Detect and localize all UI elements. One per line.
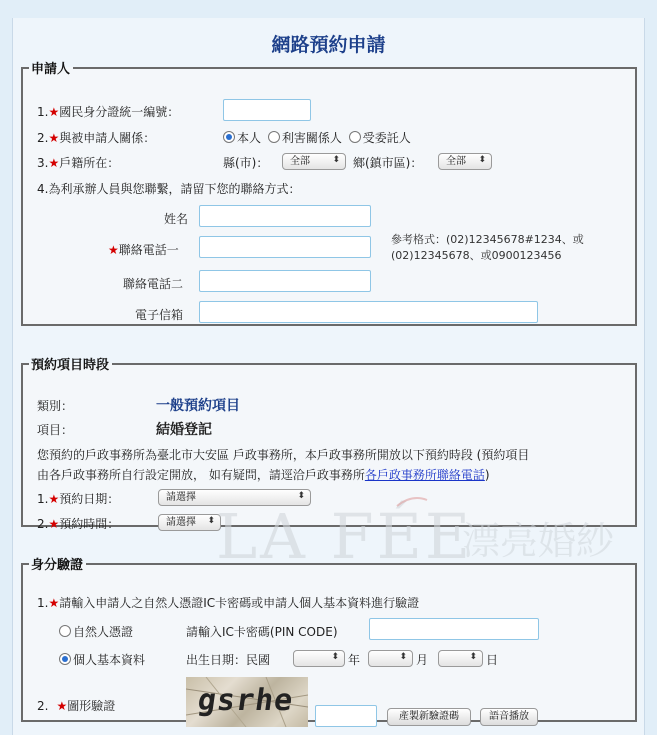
select-arrows-icon: ⬍ <box>478 155 486 165</box>
required-star-icon: ★ <box>48 517 60 531</box>
captcha-text: gsrhe <box>195 683 296 718</box>
item-label: 項目： <box>37 423 74 437</box>
birth-day-select[interactable] <box>438 650 483 667</box>
pin-input[interactable] <box>369 618 539 640</box>
phone1-label-row <box>108 241 179 258</box>
residence-label: 戶籍所在： <box>59 156 120 170</box>
required-star-icon: ★ <box>108 243 119 257</box>
relation-radio-delegate[interactable]: 受委託人 <box>349 131 411 145</box>
time-label-row: 2.★預約時間： <box>37 517 120 531</box>
relation-radio-self[interactable]: 本人 <box>223 131 261 145</box>
phone2-label: 聯絡電話二 <box>123 277 184 291</box>
select-arrows-icon: ⬍ <box>399 652 407 662</box>
regen-captcha-button[interactable]: 產製新驗證碼 <box>387 708 471 726</box>
relation-label: 與被申請人關係： <box>59 131 156 145</box>
date-label-row: 1.★預約日期： <box>37 492 120 506</box>
county-select[interactable]: 全部 ⬍ <box>282 153 346 170</box>
birth-label: 出生日期：民國 <box>186 653 271 667</box>
radio-icon <box>349 131 361 143</box>
date-select[interactable]: 請選擇 ⬍ <box>158 489 311 506</box>
relation-label-row: 2.★與被申請人關係： <box>37 131 156 145</box>
township-label: 鄉(鎮市區)： <box>353 156 423 170</box>
required-star-icon: ★ <box>48 596 60 610</box>
contact-intro: 4.為利承辦人員與您聯繫，請留下您的聯絡方式： <box>37 182 301 196</box>
applicant-section <box>21 58 637 326</box>
email-label: 電子信箱 <box>135 308 184 322</box>
svg-text:漂亮婚紗: 漂亮婚紗 <box>462 519 615 563</box>
page-title: 網路預約申請 <box>271 34 386 56</box>
required-star-icon: ★ <box>48 131 60 145</box>
select-arrows-icon: ⬍ <box>331 652 339 662</box>
required-star-icon: ★ <box>48 156 60 170</box>
id-number-input[interactable] <box>223 99 311 121</box>
time-select[interactable]: 請選擇 ⬍ <box>158 514 221 531</box>
phone1-label: 聯絡電話一 <box>118 243 179 257</box>
phone-format-hint-1: 參考格式：(02)12345678#1234、或 <box>391 233 584 246</box>
select-arrows-icon: ⬍ <box>297 491 305 501</box>
office-contact-link[interactable]: 各戶政事務所聯絡電話 <box>364 468 485 482</box>
phone2-input[interactable] <box>199 270 371 292</box>
select-arrows-icon: ⬍ <box>207 516 215 526</box>
verify-instruction-row: 1.★請輸入申請人之自然人憑證IC卡密碼或申請人個人基本資料進行驗證 <box>37 596 420 610</box>
name-label: 姓名 <box>164 212 189 226</box>
captcha-label: 圖形驗證 <box>67 699 116 713</box>
item-value: 結婚登記 <box>156 422 212 438</box>
verification-section <box>21 554 637 722</box>
booking-section <box>21 354 637 531</box>
radio-selected-icon <box>223 131 235 143</box>
day-unit: 日 <box>486 653 499 667</box>
email-input[interactable] <box>199 301 538 323</box>
svg-text:LA FÉE: LA FÉE <box>216 500 474 572</box>
relation-radio-interested[interactable]: 利害關係人 <box>268 131 342 145</box>
verification-legend: 身分驗證 <box>31 558 84 573</box>
county-label: 縣(市)： <box>223 156 269 170</box>
required-star-icon: ★ <box>48 105 60 119</box>
radio-selected-icon <box>59 653 71 665</box>
year-unit: 年 <box>348 653 361 667</box>
office-note-line1: 您預約的戶政事務所為臺北市大安區 戶政事務所，本戶政事務所開放以下預約時段 (預約項目 <box>37 448 530 462</box>
radio-personal[interactable]: 個人基本資料 <box>59 651 145 668</box>
time-label: 預約時間： <box>59 517 120 531</box>
category-value: 一般預約項目 <box>156 398 240 414</box>
id-label: 國民身分證統一編號： <box>59 105 180 119</box>
form-page <box>12 18 645 735</box>
relation-radio-group <box>223 129 411 146</box>
select-arrows-icon: ⬍ <box>332 155 340 165</box>
category-label: 類別： <box>37 399 74 413</box>
required-star-icon: ★ <box>48 492 60 506</box>
id-label-row: 1.★國民身分證統一編號： <box>37 105 180 119</box>
audio-captcha-button[interactable]: 語音播放 <box>480 708 538 726</box>
select-arrows-icon: ⬍ <box>469 652 477 662</box>
month-unit: 月 <box>416 653 429 667</box>
pin-label: 請輸入IC卡密碼(PIN CODE) <box>186 625 338 639</box>
applicant-legend: 申請人 <box>31 62 71 77</box>
radio-cert[interactable]: 自然人憑證 <box>59 623 133 640</box>
radio-icon <box>59 625 71 637</box>
required-star-icon: ★ <box>56 699 68 713</box>
booking-legend: 預約項目時段 <box>31 358 110 373</box>
township-select[interactable]: 全部 ⬍ <box>438 153 492 170</box>
office-note-line2: 由各戶政事務所自行設定開放， 如有疑問，請逕洽戶政事務所各戶政事務所聯絡電話) <box>37 468 490 482</box>
captcha-image <box>186 677 308 727</box>
captcha-input[interactable] <box>315 705 377 727</box>
phone-format-hint-2: (02)12345678、或0900123456 <box>391 249 562 262</box>
residence-label-row: 3.★戶籍所在： <box>37 156 120 170</box>
date-label: 預約日期： <box>59 492 120 506</box>
phone1-input[interactable] <box>199 236 371 258</box>
verify-instruction: 請輸入申請人之自然人憑證IC卡密碼或申請人個人基本資料進行驗證 <box>59 596 420 610</box>
captcha-label-row: 2. ★圖形驗證 <box>37 699 116 713</box>
radio-icon <box>268 131 280 143</box>
birth-year-select[interactable] <box>293 650 345 667</box>
name-input[interactable] <box>199 205 371 227</box>
birth-month-select[interactable] <box>368 650 413 667</box>
